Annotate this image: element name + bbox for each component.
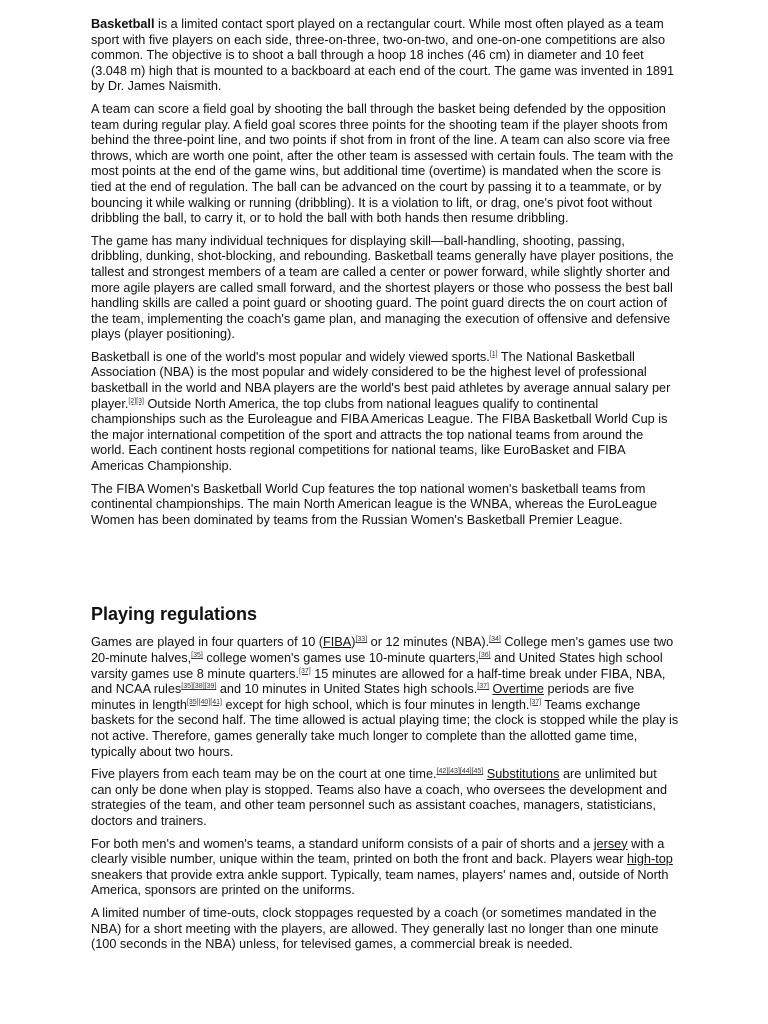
text-span: college women's games use 10-minute quarters, <box>202 651 479 665</box>
intro-paragraph-1-text: is a limited contact sport played on a rectangular court. While most often played as a team sport with five players on each side, three-on-three, two-on-two, and one-on-one competitions are also common. The objective is to shoot a ball through a hoop 18 inches (46 cm) in diameter and 10 feet (3.048 m) high that is mounted to a backboard at each end of the court. The game was invented in 1891 by Dr. James Naismith. <box>91 17 675 94</box>
regulations-paragraph-2 <box>91 767 679 829</box>
text-span: with a clearly visible number, unique within the team, printed on both the front and back. Players wear <box>91 836 665 867</box>
citation-35-40-41[interactable]: [35][40][41] <box>186 698 222 706</box>
text-span: Basketball is one of the world's most popular and widely viewed sports. <box>91 349 490 364</box>
intro-paragraph-2: A team can score a field goal by shooting the ball through the basket being defended by the opposition team during regular play. A field goal scores three points for the shooting team if the player shoots from behind the three-point line, and two points if shot from in front of the line. A team can also score via free throws, which are worth one point, after the other team is assessed with certain fouls. The team with the most points at the end of the game wins, but additional time (overtime) is mandated when the score is tied at the end of regulation. The ball can be advanced on the court by passing it to a teammate, or by bouncing it while walking or running (dribbling). It is a violation to lift, or drag, one's pivot foot without dribbling the ball, to carry it, or to hold the ball with both hands then resume dribbling. <box>91 101 674 226</box>
section-heading-playing-regulations: Playing regulations <box>91 604 258 625</box>
text-span: Teams exchange baskets for the second half. The time allowed is actual playing time; the clock is stopped while the play is not active. Therefore, games generally take much longer to complete than the allotted game time, typically about two hours. <box>91 697 679 759</box>
link-overtime[interactable]: Overtime <box>492 682 544 697</box>
citation-1[interactable]: [1] <box>489 350 498 358</box>
link-jersey[interactable]: jersey <box>593 836 628 851</box>
citation-33[interactable]: [33] <box>355 636 368 644</box>
regulations-paragraph-4: A limited number of time-outs, clock stoppages requested by a coach (or sometimes mandated in the NBA) for a short meeting with the players, are allowed. They generally last no longer than one minute (100 seconds in the NBA) unless, for televised games, a commercial break is needed. <box>91 905 659 952</box>
intro-paragraph-1 <box>91 17 679 95</box>
citation-42-45[interactable]: [42][43][44][45] <box>436 768 484 776</box>
text-span: or 12 minutes (NBA). <box>367 635 490 650</box>
intro-paragraph-5: The FIBA Women's Basketball World Cup features the top national women's basketball teams from continental championships. The main North American league is the WNBA, whereas the EuroLeague Women has been dominated by teams from the Russian Women's Basketball Premier League. <box>91 481 658 527</box>
text-span: For both men's and women's teams, a standard uniform consists of a pair of shorts and a <box>91 836 594 851</box>
citation-36[interactable]: [36] <box>478 652 491 659</box>
text-span: The National Basketball Association (NBA) is the most popular and widely considered to be the highest level of professional basketball in the world and NBA players are the world's best paid athletes by average annual salary per player. <box>91 349 671 411</box>
citation-2-3[interactable]: [2][3] <box>128 397 144 405</box>
citation-37[interactable]: [37] <box>529 698 542 706</box>
link-substitutions[interactable]: Substitutions <box>486 767 560 782</box>
citation-37[interactable]: [37] <box>299 667 311 675</box>
text-span: Outside North America, the top clubs from national leagues qualify to continental championships such as the Euroleague and FIBA Americas League. The FIBA Basketball World Cup is the major international competition of the sport and attracts the top national teams from around the world. Each continent hosts regional competitions for national teams, like EuroBasket and FIBA Americas Championship. <box>91 396 668 474</box>
regulations-paragraph-1 <box>91 635 679 760</box>
text-span: are unlimited but can only be done when play is stopped. Teams also have a coach, who oversees the development and strategies of the team, and other team personnel such as assistant coaches, managers, statisticians, doctors and trainers. <box>91 767 668 828</box>
article-term: Basketball <box>91 17 155 31</box>
intro-paragraph-4 <box>91 350 679 475</box>
text-span: College men's games use two 20-minute halves, <box>91 635 674 665</box>
article <box>91 17 679 960</box>
text-span: except for high school, which is four minutes in length. <box>221 697 530 712</box>
section-spacer <box>91 535 679 603</box>
text-span: and United States high school varsity games use 8 minute quarters. <box>91 651 663 681</box>
text-span: 15 minutes are allowed for a half-time break under FIBA, NBA, and NCAA rules <box>91 666 666 697</box>
link-high-top[interactable]: high-top <box>627 852 673 867</box>
text-span: sneakers that provide extra ankle support. Typically, team names, players' names and, outside of North America, sponsors are printed on the uniforms. <box>91 867 669 898</box>
citation-35[interactable]: [35] <box>191 652 203 659</box>
text-span: Five players from each team may be on the court at one time. <box>91 767 437 782</box>
text-span: and 10 minutes in United States high schools. <box>216 682 478 697</box>
text-span: Games are played in four quarters of 10 ( <box>91 635 324 650</box>
regulations-paragraph-3 <box>91 837 679 899</box>
text-span: periods are five minutes in length <box>91 682 635 712</box>
text-span: ) <box>351 635 356 650</box>
citation-37[interactable]: [37] <box>477 683 489 691</box>
link-fiba[interactable]: FIBA <box>323 635 352 650</box>
intro-paragraph-3: The game has many individual techniques for displaying skill—ball-handling, shooting, passing, dribbling, dunking, shot-blocking, and rebounding. Basketball teams generally have player positions, the tallest and strongest members of a team are called a center or power forward, while slightly shorter and more agile players are called small forward, and the shortest players or those who possess the best ball handling skills are called a point guard or shooting guard. The point guard directs the on court action of the team, implementing the coach's game plan, and managing the execution of offensive and defensive plays (player positioning). <box>91 233 674 342</box>
citation-34[interactable]: [34] <box>489 636 501 644</box>
citation-35-38-39[interactable]: [35][38][39] <box>181 683 217 691</box>
